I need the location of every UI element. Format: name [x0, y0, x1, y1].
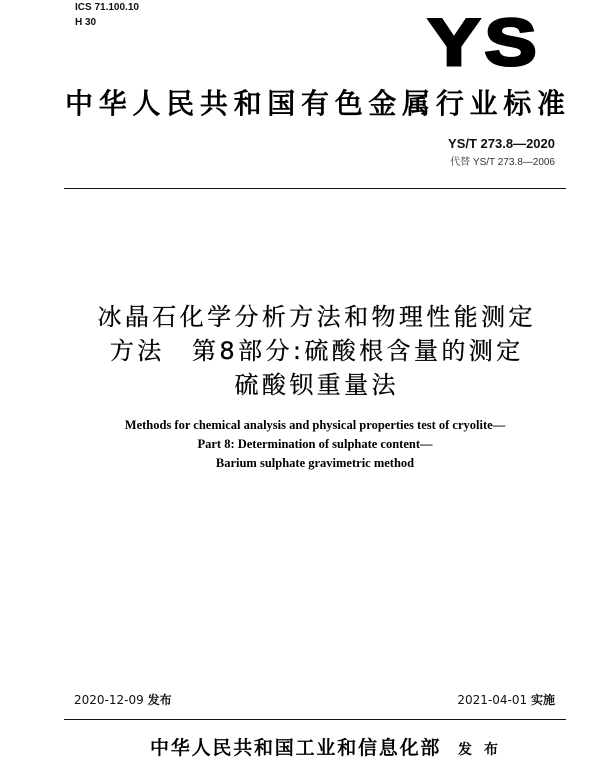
ys-logo: YS [428, 5, 542, 79]
issuing-action: 发布 [458, 742, 510, 758]
issuing-authority: 中华人民共和国工业和信息化部 [150, 737, 442, 759]
implement-date [457, 693, 555, 707]
chinese-title [65, 300, 565, 402]
standard-category-title: 中华人民共和国有色金属行业标准 [65, 87, 565, 120]
ics-code: ICS 71.100.10 [75, 2, 139, 13]
english-title-line-2: Part 8: Determination of sulphate content— [197, 437, 433, 451]
issue-date-label: 发布 [147, 693, 172, 707]
implement-date-label: 实施 [530, 693, 555, 707]
top-divider [64, 188, 566, 189]
ccs-code: H 30 [75, 17, 97, 28]
issue-date [74, 693, 172, 707]
standard-number: YS/T 273.8—2020 [448, 136, 555, 151]
bottom-divider [64, 719, 566, 720]
chinese-title-line-1: 冰晶石化学分析方法和物理性能测定 [97, 303, 536, 331]
chinese-title-line-2: 方法 第8部分:硫酸根含量的测定 [109, 337, 524, 365]
replaces-standard: 代替 YS/T 273.8—2006 [450, 157, 555, 168]
english-title [65, 416, 565, 473]
english-title-line-3: Barium sulphate gravimetric method [215, 456, 415, 470]
implement-date-value: 2021-04-01 [457, 693, 528, 707]
issue-date-value: 2020-12-09 [74, 693, 144, 707]
english-title-line-1: Methods for chemical analysis and physical properties test of cryolite— [124, 418, 506, 432]
chinese-title-line-3: 硫酸钡重量法 [234, 371, 399, 399]
